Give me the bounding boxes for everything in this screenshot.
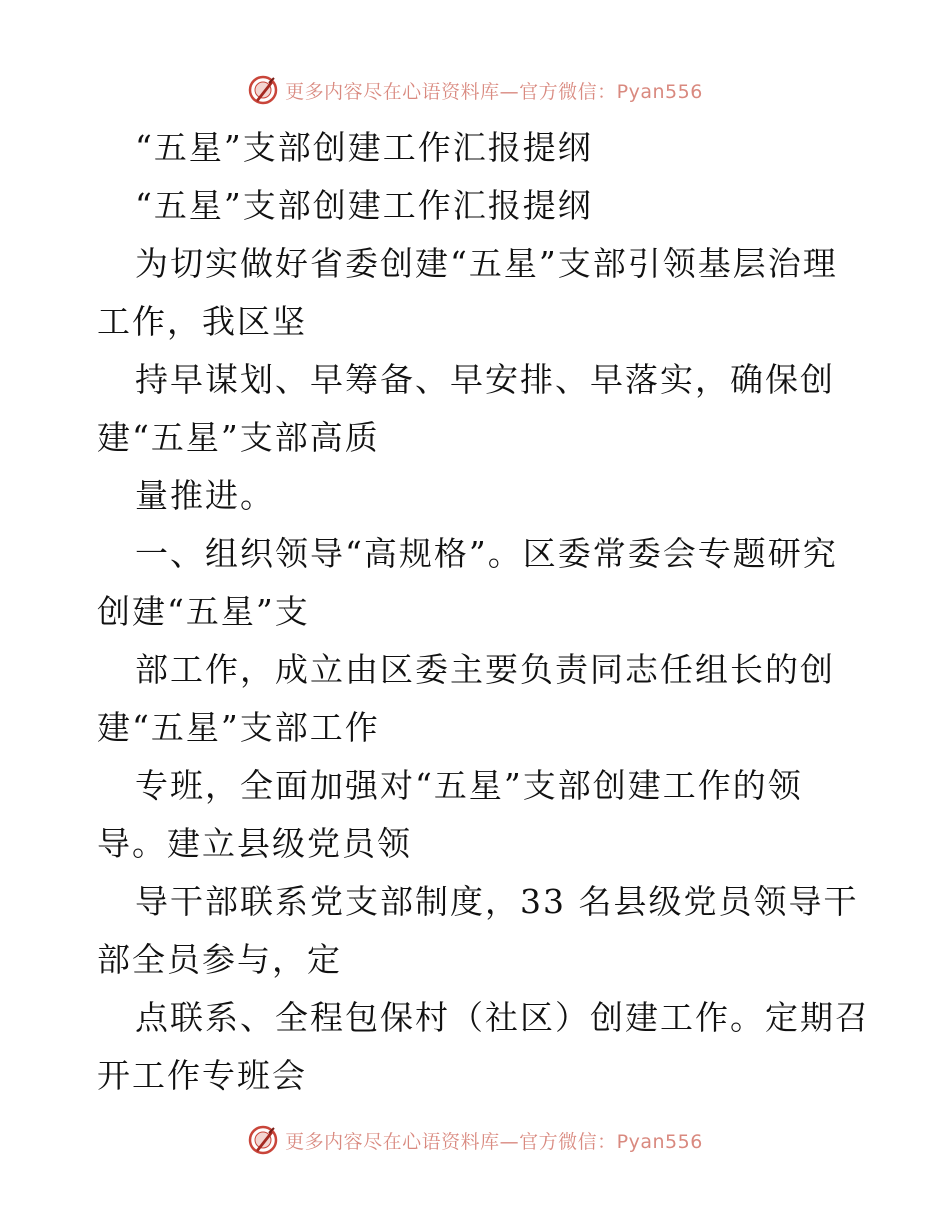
paragraph-line: 部全员参与，定: [97, 940, 342, 979]
paragraph-line: 开工作专班会: [97, 1056, 307, 1095]
paragraph-line: 一、组织领导“高规格”。区委常委会专题研究: [135, 534, 838, 573]
document-title: “五星”支部创建工作汇报提纲: [135, 128, 593, 167]
document-subtitle: “五星”支部创建工作汇报提纲: [135, 186, 593, 225]
paragraph-line: 导干部联系党支部制度，33 名县级党员领导干: [135, 882, 859, 921]
paragraph-line: 建“五星”支部工作: [97, 708, 380, 747]
paragraph-line: 量推进。: [135, 476, 275, 515]
paragraph-line: 部工作，成立由区委主要负责同志任组长的创: [135, 650, 835, 689]
paragraph-line: 建“五星”支部高质: [97, 418, 380, 457]
quill-seal-icon: [247, 1124, 279, 1156]
paragraph-line: 为切实做好省委创建“五星”支部引领基层治理: [135, 244, 838, 283]
paragraph-line: 持早谋划、早筹备、早安排、早落实，确保创: [135, 360, 835, 399]
header-watermark-text: 更多内容尽在心语资料库—官方微信：Pyan556: [285, 80, 703, 103]
paragraph-line: 导。建立县级党员领: [97, 824, 412, 863]
quill-seal-icon: [247, 74, 279, 106]
header-watermark-banner: [0, 70, 950, 110]
paragraph-line: 工作，我区坚: [97, 302, 307, 341]
paragraph-line: 创建“五星”支: [97, 592, 310, 631]
paragraph-line: 专班，全面加强对“五星”支部创建工作的领: [135, 766, 803, 805]
footer-watermark-banner: [0, 1120, 950, 1160]
paragraph-line: 点联系、全程包保村（社区）创建工作。定期召: [135, 998, 870, 1037]
footer-watermark-text: 更多内容尽在心语资料库—官方微信：Pyan556: [285, 1130, 703, 1153]
